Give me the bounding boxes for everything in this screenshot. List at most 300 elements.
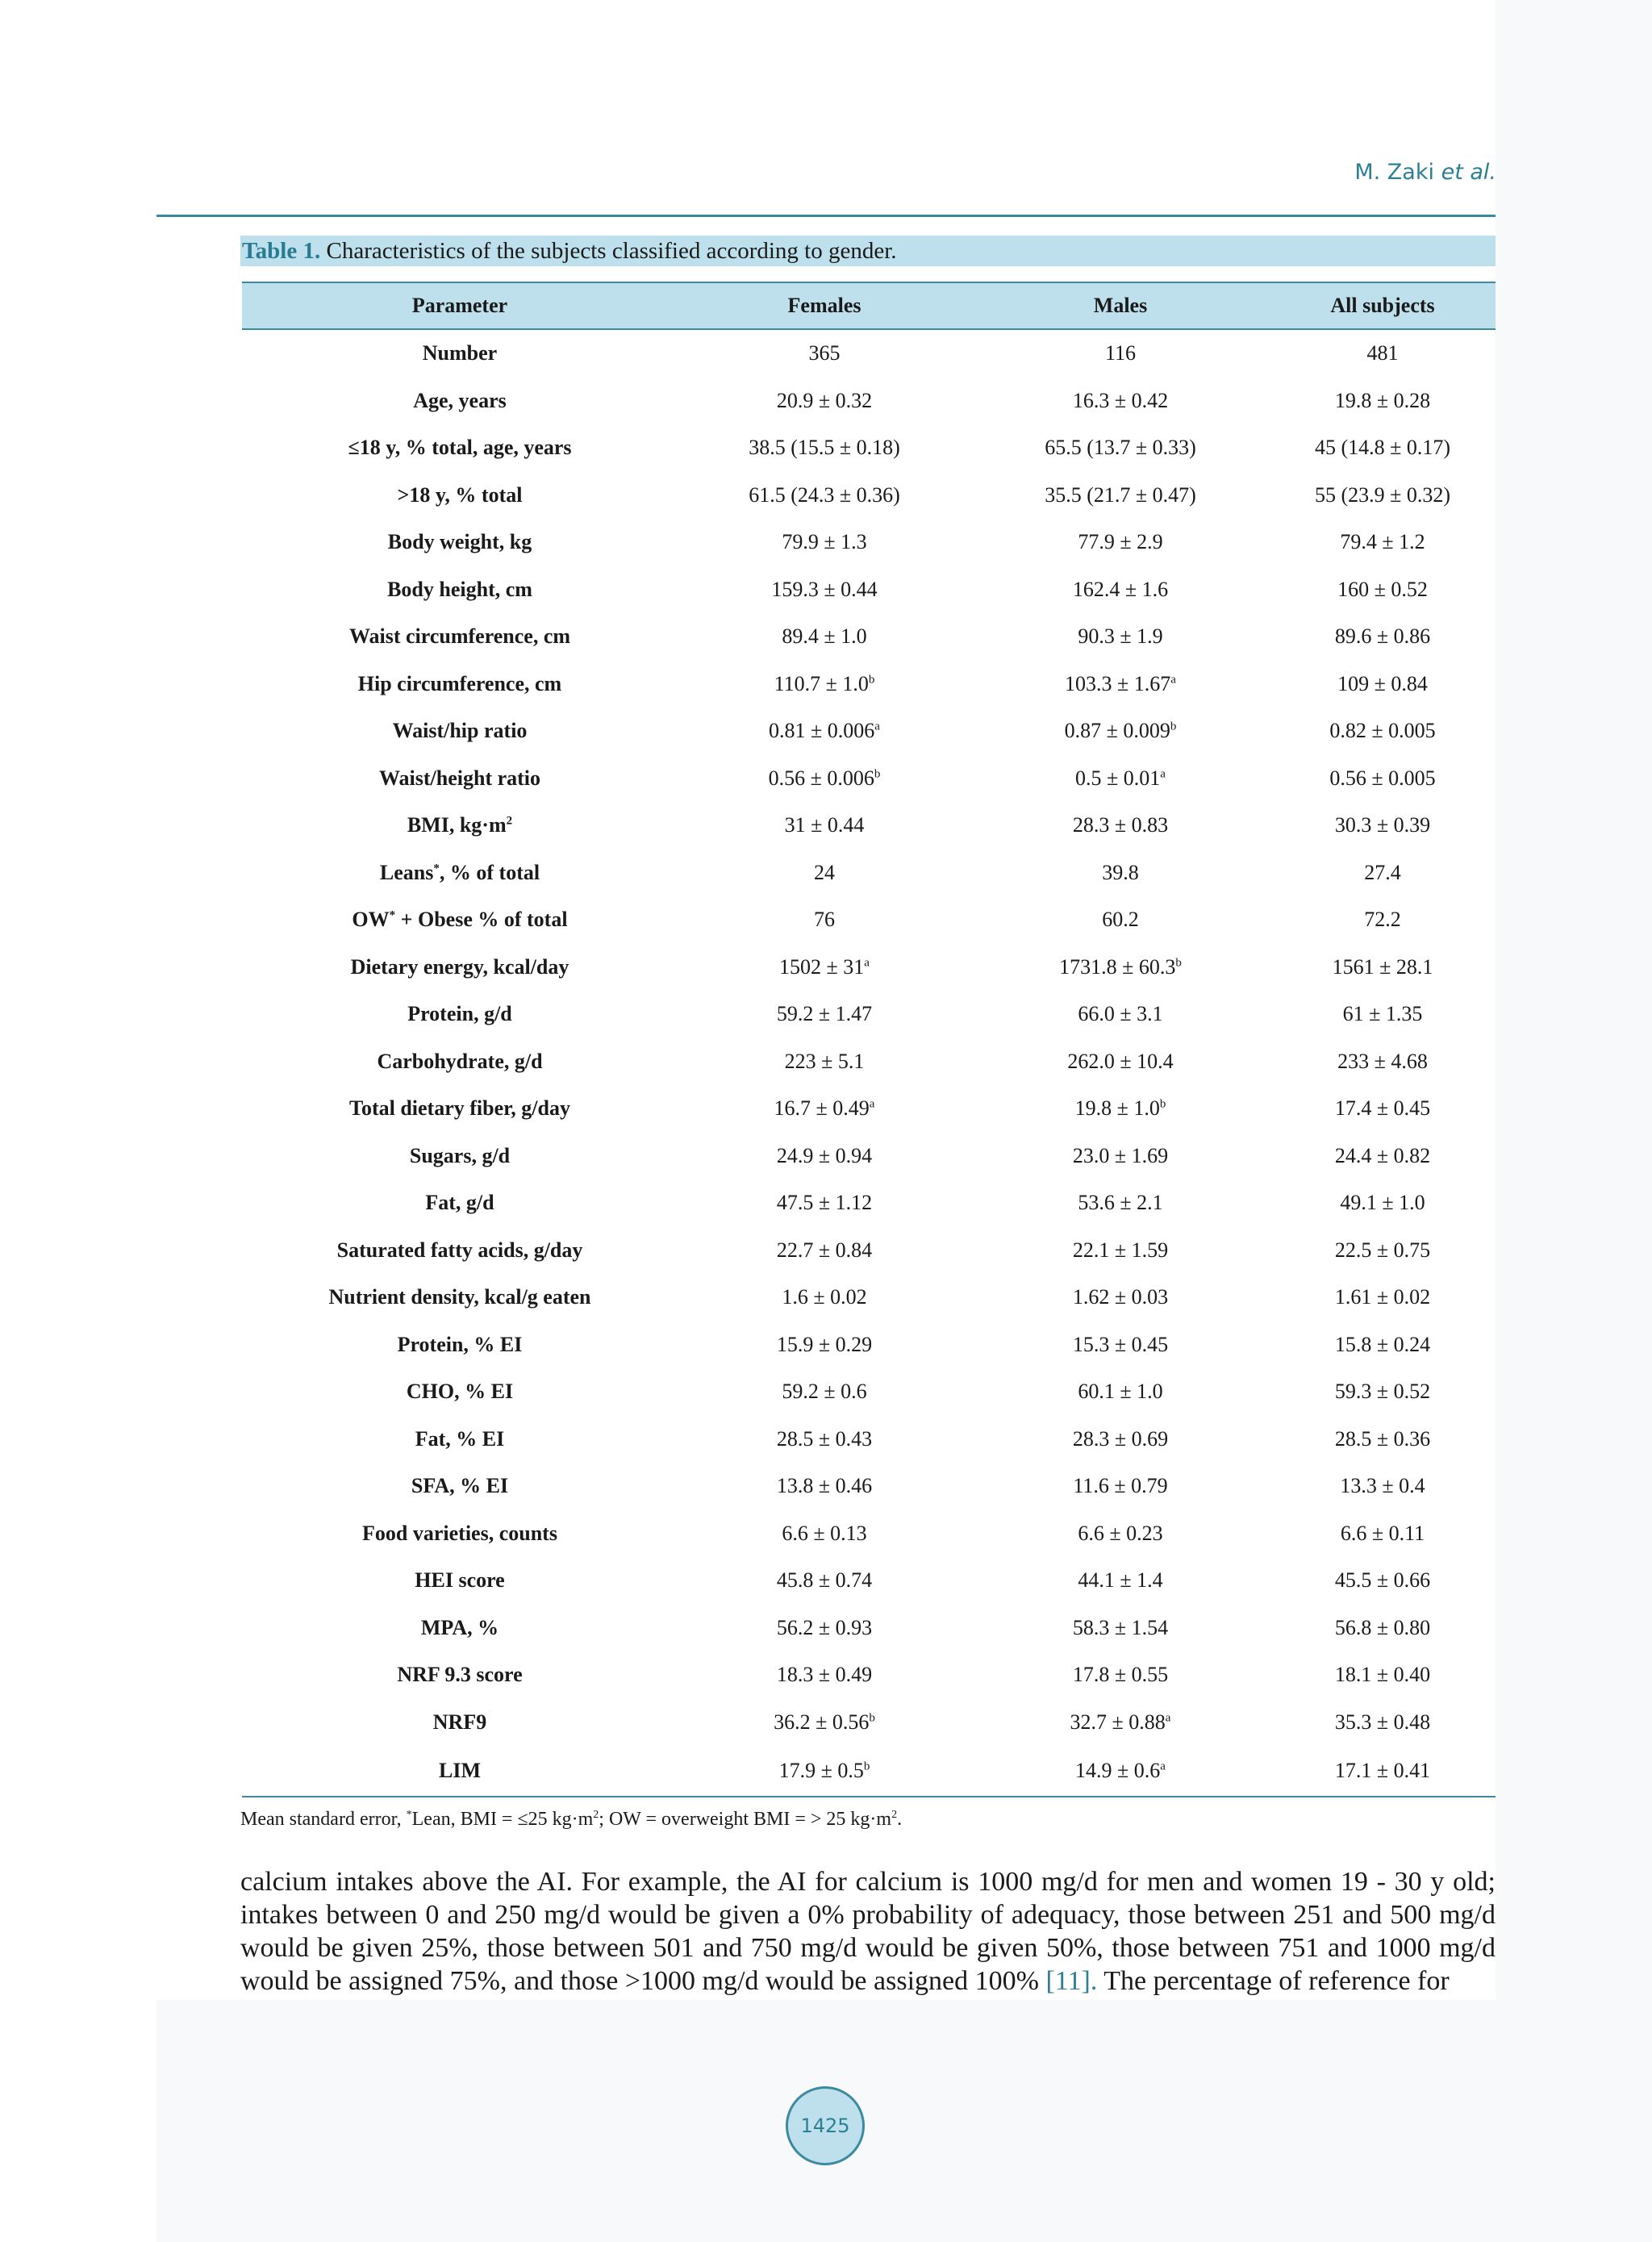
parameter-cell-text-suffix: + Obese % of total: [395, 908, 568, 932]
males-cell-text: 116: [1104, 341, 1137, 365]
males-cell: [971, 329, 1270, 378]
males-cell: [971, 566, 1270, 614]
parameter-cell: [242, 424, 678, 472]
males-cell: [971, 1227, 1270, 1275]
all-subjects-cell-text: 35.3 ± 0.48: [1334, 1710, 1431, 1734]
parameter-cell-text: Carbohydrate, g/d: [377, 1049, 543, 1073]
males-cell-text: 28.3 ± 0.83: [1072, 813, 1169, 837]
females-cell-text: 0.81 ± 0.006: [769, 719, 875, 743]
all-subjects-cell-text: 15.8 ± 0.24: [1334, 1332, 1431, 1356]
females-cell-text: 159.3 ± 0.44: [771, 577, 878, 601]
all-subjects-cell-text: 109 ± 0.84: [1337, 671, 1428, 695]
page-number-badge: 1425: [786, 2086, 865, 2165]
females-cell: [678, 1416, 971, 1463]
all-subjects-cell: [1270, 661, 1496, 708]
table-row: [242, 1133, 1496, 1180]
parameter-cell-text: Age, years: [413, 388, 507, 412]
superscript-mark: a: [874, 720, 880, 733]
all-subjects-cell: [1270, 708, 1496, 755]
parameter-cell-text: Food varieties, counts: [362, 1521, 557, 1545]
males-cell-text: 1731.8 ± 60.3: [1059, 954, 1176, 979]
parameter-cell: [242, 1463, 678, 1510]
females-cell-text: 24: [814, 860, 835, 884]
table-row: [242, 1557, 1496, 1605]
females-cell: [678, 1038, 971, 1086]
females-cell-text: 17.9 ± 0.5: [778, 1759, 864, 1782]
males-cell-text: 11.6 ± 0.79: [1073, 1474, 1168, 1498]
author-name: M. Zaki: [1354, 160, 1434, 185]
parameter-cell: [242, 1699, 678, 1747]
males-cell-text: 0.87 ± 0.009: [1064, 719, 1170, 743]
all-subjects-cell: [1270, 613, 1496, 661]
females-cell: [678, 1699, 971, 1747]
females-cell-text: 0.56 ± 0.006: [768, 766, 874, 790]
table-row: [242, 850, 1496, 897]
parameter-cell: [242, 329, 678, 378]
all-subjects-cell: [1270, 519, 1496, 566]
parameter-cell: [242, 472, 678, 520]
all-subjects-cell: [1270, 896, 1496, 944]
parameter-cell-text: BMI, kg·m: [407, 813, 507, 837]
superscript-mark: a: [1170, 673, 1176, 687]
females-cell: [678, 802, 971, 850]
table-row: [242, 519, 1496, 566]
column-header: Males: [971, 282, 1270, 329]
parameter-cell: [242, 944, 678, 992]
females-cell-text: 31 ± 0.44: [784, 813, 865, 837]
table-row: [242, 802, 1496, 850]
males-cell-text: 44.1 ± 1.4: [1078, 1568, 1163, 1593]
females-cell: [678, 472, 971, 520]
all-subjects-cell: [1270, 1133, 1496, 1180]
all-subjects-cell: [1270, 424, 1496, 472]
table-row: [242, 472, 1496, 520]
all-subjects-cell: [1270, 378, 1496, 425]
females-cell-text: 15.9 ± 0.29: [776, 1332, 873, 1356]
table-row: [242, 1038, 1496, 1086]
parameter-cell-text: Sugars, g/d: [409, 1143, 511, 1167]
males-cell: [971, 896, 1270, 944]
females-cell: [678, 1605, 971, 1652]
all-subjects-cell-text: 17.1 ± 0.41: [1334, 1759, 1431, 1782]
table-row: [242, 991, 1496, 1038]
females-cell: [678, 1133, 971, 1180]
all-subjects-cell: [1270, 755, 1496, 803]
all-subjects-cell-text: 1.61 ± 0.02: [1334, 1285, 1431, 1309]
males-cell-text: 77.9 ± 2.9: [1078, 530, 1163, 554]
females-cell-text: 45.8 ± 0.74: [776, 1568, 873, 1593]
table-row: [242, 1699, 1496, 1747]
females-cell: [678, 944, 971, 992]
females-cell: [678, 1651, 971, 1699]
all-subjects-cell: [1270, 1463, 1496, 1510]
all-subjects-cell-text: 160 ± 0.52: [1337, 577, 1428, 601]
parameter-cell-text: Dietary energy, kcal/day: [350, 954, 569, 979]
all-subjects-cell-text: 56.8 ± 0.80: [1334, 1615, 1431, 1639]
males-cell: [971, 708, 1270, 755]
parameter-cell: [242, 1038, 678, 1086]
parameter-cell-text: Nutrient density, kcal/g eaten: [328, 1285, 591, 1309]
parameter-cell-text: OW: [352, 908, 390, 932]
males-cell: [971, 755, 1270, 803]
females-cell-text: 56.2 ± 0.93: [776, 1615, 873, 1639]
column-header: Females: [678, 282, 971, 329]
all-subjects-cell-text: 59.3 ± 0.52: [1334, 1380, 1431, 1404]
males-cell: [971, 378, 1270, 425]
females-cell: [678, 991, 971, 1038]
parameter-cell: [242, 1085, 678, 1133]
parameter-cell: [242, 850, 678, 897]
all-subjects-cell: [1270, 1746, 1496, 1797]
all-subjects-cell: [1270, 1699, 1496, 1747]
parameter-cell: [242, 613, 678, 661]
table-row: [242, 1368, 1496, 1416]
females-cell-text: 16.7 ± 0.49: [774, 1096, 870, 1121]
parameter-cell-text: Waist circumference, cm: [348, 624, 571, 649]
males-cell: [971, 944, 1270, 992]
males-cell-text: 66.0 ± 3.1: [1078, 1002, 1163, 1026]
females-cell: [678, 378, 971, 425]
males-cell-text: 262.0 ± 10.4: [1067, 1049, 1174, 1073]
females-cell-text: 6.6 ± 0.13: [782, 1521, 867, 1545]
parameter-cell: [242, 566, 678, 614]
table-row: [242, 944, 1496, 992]
parameter-cell-text: Protein, g/d: [407, 1002, 512, 1026]
females-cell-text: 89.4 ± 1.0: [782, 624, 867, 649]
males-cell: [971, 1368, 1270, 1416]
males-cell-text: 32.7 ± 0.88: [1070, 1710, 1166, 1734]
females-cell: [678, 1085, 971, 1133]
parameter-cell-text: Body height, cm: [387, 577, 532, 601]
males-cell-text: 58.3 ± 1.54: [1072, 1615, 1169, 1639]
females-cell: [678, 1368, 971, 1416]
all-subjects-cell-text: 72.2: [1364, 908, 1401, 932]
all-subjects-cell: [1270, 1227, 1496, 1275]
superscript-mark: *: [389, 908, 396, 922]
all-subjects-cell: [1270, 1085, 1496, 1133]
all-subjects-cell-text: 45 (14.8 ± 0.17): [1314, 436, 1451, 460]
superscript-mark: a: [1160, 1760, 1166, 1773]
table-caption-text: Characteristics of the subjects classified according to gender.: [326, 238, 897, 264]
parameter-cell-text: Fat, g/d: [425, 1191, 494, 1215]
table-row: [242, 1085, 1496, 1133]
males-cell-text: 103.3 ± 1.67: [1065, 671, 1171, 695]
all-subjects-cell: [1270, 1557, 1496, 1605]
males-cell-text: 90.3 ± 1.9: [1078, 624, 1163, 649]
superscript-mark: a: [869, 1097, 875, 1111]
superscript-mark: b: [1159, 1097, 1166, 1111]
parameter-cell: [242, 1133, 678, 1180]
parameter-cell: [242, 1227, 678, 1275]
females-cell: [678, 1510, 971, 1558]
parameter-cell-text: Total dietary fiber, g/day: [349, 1096, 570, 1121]
all-subjects-cell-text: 18.1 ± 0.40: [1334, 1663, 1431, 1687]
all-subjects-cell: [1270, 1416, 1496, 1463]
superscript-mark: b: [869, 1711, 875, 1725]
females-cell-text: 18.3 ± 0.49: [776, 1663, 873, 1687]
all-subjects-cell: [1270, 1274, 1496, 1321]
females-cell: [678, 1227, 971, 1275]
males-cell: [971, 1038, 1270, 1086]
males-cell: [971, 1179, 1270, 1227]
females-cell: [678, 566, 971, 614]
females-cell: [678, 329, 971, 378]
males-cell: [971, 1133, 1270, 1180]
females-cell-text: 61.5 (24.3 ± 0.36): [749, 482, 900, 507]
footnote-text: ; OW = overweight BMI = > 25 kg·m: [599, 1809, 892, 1830]
females-cell-text: 1.6 ± 0.02: [782, 1285, 867, 1309]
males-cell-text: 60.1 ± 1.0: [1078, 1380, 1163, 1404]
table-row: [242, 1274, 1496, 1321]
males-cell-text: 162.4 ± 1.6: [1072, 577, 1169, 601]
parameter-cell-text: LIM: [439, 1759, 481, 1782]
females-cell: [678, 424, 971, 472]
parameter-cell-text: Hip circumference, cm: [357, 671, 562, 695]
paragraph-text: calcium intakes above the AI. For example, the AI for calcium is 1000 mg/d for men and women 19 - 30 y old; intakes between 0 and 250 mg/d would be given a 0% probability of adequacy, those between 251 and 500 mg/d would be given 25%, those between 501 and 750 mg/d would be given 50%, those between 751 and 1000 mg/d would be assigned 75%, and those >1000 mg/d would be assigned 100%: [240, 1867, 1496, 1996]
table-footnote: [240, 1806, 902, 1833]
males-cell: [971, 1510, 1270, 1558]
running-header: [1354, 157, 1496, 189]
females-cell: [678, 1557, 971, 1605]
footnote-superscript: 2: [891, 1809, 898, 1821]
parameter-cell: [242, 991, 678, 1038]
males-cell: [971, 802, 1270, 850]
males-cell-text: 17.8 ± 0.55: [1072, 1663, 1169, 1687]
all-subjects-cell-text: 24.4 ± 0.82: [1334, 1143, 1431, 1167]
all-subjects-cell-text: 61 ± 1.35: [1342, 1002, 1423, 1026]
males-cell: [971, 424, 1270, 472]
all-subjects-cell: [1270, 802, 1496, 850]
parameter-cell: [242, 1368, 678, 1416]
footnote-text: Lean, BMI = ≤25 kg·m: [411, 1809, 594, 1830]
parameter-cell-text: ≤18 y, % total, age, years: [348, 436, 572, 460]
females-cell-text: 38.5 (15.5 ± 0.18): [749, 436, 900, 460]
table-row: [242, 1463, 1496, 1510]
males-cell-text: 39.8: [1102, 860, 1139, 884]
males-cell: [971, 613, 1270, 661]
all-subjects-cell: [1270, 1179, 1496, 1227]
parameter-cell: [242, 1746, 678, 1797]
all-subjects-cell-text: 55 (23.9 ± 0.32): [1314, 482, 1451, 507]
superscript-mark: b: [863, 1760, 870, 1773]
males-cell: [971, 850, 1270, 897]
males-cell: [971, 1605, 1270, 1652]
males-cell-text: 35.5 (21.7 ± 0.47): [1045, 482, 1196, 507]
males-cell-text: 1.62 ± 0.03: [1072, 1285, 1169, 1309]
males-cell-text: 22.1 ± 1.59: [1072, 1238, 1169, 1262]
males-cell: [971, 991, 1270, 1038]
females-cell-text: 110.7 ± 1.0: [774, 671, 869, 695]
females-cell: [678, 1274, 971, 1321]
parameter-cell-text: Waist/height ratio: [378, 766, 541, 790]
superscript-mark: *: [433, 862, 440, 875]
females-cell: [678, 519, 971, 566]
all-subjects-cell-text: 89.6 ± 0.86: [1334, 624, 1431, 649]
superscript-mark: b: [1170, 720, 1177, 733]
parameter-cell: [242, 519, 678, 566]
parameter-cell-text: Body weight, kg: [387, 530, 532, 554]
parameter-cell: [242, 802, 678, 850]
males-cell-text: 60.2: [1102, 908, 1139, 932]
males-cell-text: 19.8 ± 1.0: [1074, 1096, 1160, 1121]
females-cell-text: 59.2 ± 1.47: [776, 1002, 873, 1026]
all-subjects-cell: [1270, 991, 1496, 1038]
column-header: All subjects: [1270, 282, 1496, 329]
table-row: [242, 1179, 1496, 1227]
parameter-cell-text: Waist/hip ratio: [392, 719, 528, 743]
parameter-cell-text: SFA, % EI: [411, 1474, 509, 1498]
males-cell-text: 14.9 ± 0.6: [1075, 1759, 1161, 1782]
table-row: [242, 329, 1496, 378]
females-cell-text: 22.7 ± 0.84: [776, 1238, 873, 1262]
females-cell-text: 20.9 ± 0.32: [776, 388, 873, 412]
parameter-cell: [242, 661, 678, 708]
females-cell-text: 365: [808, 341, 841, 365]
males-cell-text: 6.6 ± 0.23: [1078, 1521, 1163, 1545]
all-subjects-cell-text: 17.4 ± 0.45: [1334, 1096, 1431, 1121]
all-subjects-cell: [1270, 472, 1496, 520]
females-cell-text: 36.2 ± 0.56: [774, 1710, 870, 1734]
parameter-cell-text: Saturated fatty acids, g/day: [336, 1238, 583, 1262]
table-caption: [240, 236, 1496, 266]
table-row: [242, 661, 1496, 708]
superscript-mark: b: [1175, 956, 1182, 970]
footnote-superscript: *: [406, 1809, 412, 1821]
males-cell: [971, 1557, 1270, 1605]
females-cell-text: 223 ± 5.1: [784, 1049, 865, 1073]
males-cell: [971, 1085, 1270, 1133]
parameter-cell-text: NRF9: [432, 1710, 487, 1734]
superscript-mark: 2: [506, 814, 513, 828]
all-subjects-cell-text: 481: [1366, 341, 1399, 365]
all-subjects-cell-text: 19.8 ± 0.28: [1334, 388, 1431, 412]
males-cell: [971, 1463, 1270, 1510]
parameter-cell-text: MPA, %: [420, 1615, 499, 1639]
table-row: [242, 566, 1496, 614]
females-cell: [678, 1321, 971, 1369]
all-subjects-cell: [1270, 944, 1496, 992]
males-cell-text: 16.3 ± 0.42: [1072, 388, 1169, 412]
females-cell: [678, 708, 971, 755]
all-subjects-cell: [1270, 1651, 1496, 1699]
all-subjects-cell: [1270, 566, 1496, 614]
females-cell: [678, 661, 971, 708]
males-cell: [971, 1746, 1270, 1797]
page-bottom-shade: [156, 2000, 1652, 2242]
females-cell-text: 59.2 ± 0.6: [782, 1380, 867, 1404]
females-cell-text: 79.9 ± 1.3: [782, 530, 867, 554]
table-row: [242, 755, 1496, 803]
footnote-text: .: [897, 1809, 903, 1830]
table-row: [242, 1321, 1496, 1369]
table-row: [242, 613, 1496, 661]
parameter-cell-text: Protein, % EI: [397, 1332, 523, 1356]
males-cell-text: 53.6 ± 2.1: [1078, 1191, 1163, 1215]
males-cell: [971, 661, 1270, 708]
males-cell-text: 28.3 ± 0.69: [1072, 1426, 1169, 1451]
all-subjects-cell-text: 13.3 ± 0.4: [1340, 1474, 1425, 1498]
all-subjects-cell-text: 30.3 ± 0.39: [1334, 813, 1431, 837]
table-row: [242, 1605, 1496, 1652]
author-etal: et al.: [1441, 160, 1496, 185]
all-subjects-cell: [1270, 1510, 1496, 1558]
parameter-cell: [242, 1651, 678, 1699]
parameter-cell: [242, 1274, 678, 1321]
males-cell: [971, 1651, 1270, 1699]
all-subjects-cell-text: 233 ± 4.68: [1337, 1049, 1428, 1073]
all-subjects-cell-text: 6.6 ± 0.11: [1340, 1521, 1425, 1545]
males-cell: [971, 519, 1270, 566]
all-subjects-cell: [1270, 1605, 1496, 1652]
parameter-cell: [242, 1179, 678, 1227]
column-header: Parameter: [242, 282, 678, 329]
females-cell-text: 24.9 ± 0.94: [776, 1143, 873, 1167]
table-row: [242, 1227, 1496, 1275]
paragraph-text: The percentage of reference for: [1097, 1966, 1450, 1996]
citation-link[interactable]: [11].: [1045, 1966, 1098, 1996]
females-cell-text: 28.5 ± 0.43: [776, 1426, 873, 1451]
males-cell-text: 65.5 (13.7 ± 0.33): [1045, 436, 1196, 460]
parameter-cell: [242, 1605, 678, 1652]
females-cell: [678, 1463, 971, 1510]
females-cell: [678, 755, 971, 803]
females-cell: [678, 613, 971, 661]
table-row: [242, 1651, 1496, 1699]
all-subjects-cell: [1270, 1038, 1496, 1086]
footnote-text: Mean standard error,: [240, 1809, 407, 1830]
table-row: [242, 896, 1496, 944]
males-cell: [971, 472, 1270, 520]
all-subjects-cell-text: 27.4: [1364, 860, 1401, 884]
parameter-cell: [242, 1416, 678, 1463]
parameter-cell: [242, 1557, 678, 1605]
table-row: [242, 378, 1496, 425]
page-margin-shade: [1496, 0, 1652, 2242]
all-subjects-cell-text: 22.5 ± 0.75: [1334, 1238, 1431, 1262]
table-row: [242, 1746, 1496, 1797]
all-subjects-cell-text: 0.56 ± 0.005: [1329, 766, 1436, 790]
males-cell: [971, 1699, 1270, 1747]
all-subjects-cell-text: 45.5 ± 0.66: [1334, 1568, 1431, 1593]
all-subjects-cell-text: 0.82 ± 0.005: [1329, 719, 1436, 743]
table-header-row: [242, 282, 1496, 329]
all-subjects-cell: [1270, 1368, 1496, 1416]
superscript-mark: a: [1165, 1711, 1171, 1725]
males-cell: [971, 1321, 1270, 1369]
parameter-cell-text: CHO, % EI: [406, 1380, 514, 1404]
parameter-cell-text: NRF 9.3 score: [397, 1663, 523, 1687]
males-cell-text: 15.3 ± 0.45: [1072, 1332, 1169, 1356]
females-cell-text: 76: [814, 908, 835, 932]
superscript-mark: a: [1160, 767, 1166, 781]
females-cell: [678, 1179, 971, 1227]
characteristics-table: [242, 282, 1496, 1797]
parameter-cell: [242, 755, 678, 803]
females-cell-text: 1502 ± 31: [779, 954, 865, 979]
footnote-superscript: 2: [593, 1809, 599, 1821]
all-subjects-cell-text: 49.1 ± 1.0: [1340, 1191, 1425, 1215]
all-subjects-cell-text: 28.5 ± 0.36: [1334, 1426, 1431, 1451]
females-cell-text: 13.8 ± 0.46: [776, 1474, 873, 1498]
parameter-cell-text: HEI score: [415, 1568, 505, 1593]
parameter-cell-text: Number: [422, 341, 498, 365]
all-subjects-cell: [1270, 850, 1496, 897]
parameter-cell: [242, 1321, 678, 1369]
body-paragraph: [240, 1865, 1496, 1998]
males-cell: [971, 1416, 1270, 1463]
parameter-cell-text: >18 y, % total: [397, 482, 523, 507]
all-subjects-cell-text: 1561 ± 28.1: [1332, 954, 1433, 979]
